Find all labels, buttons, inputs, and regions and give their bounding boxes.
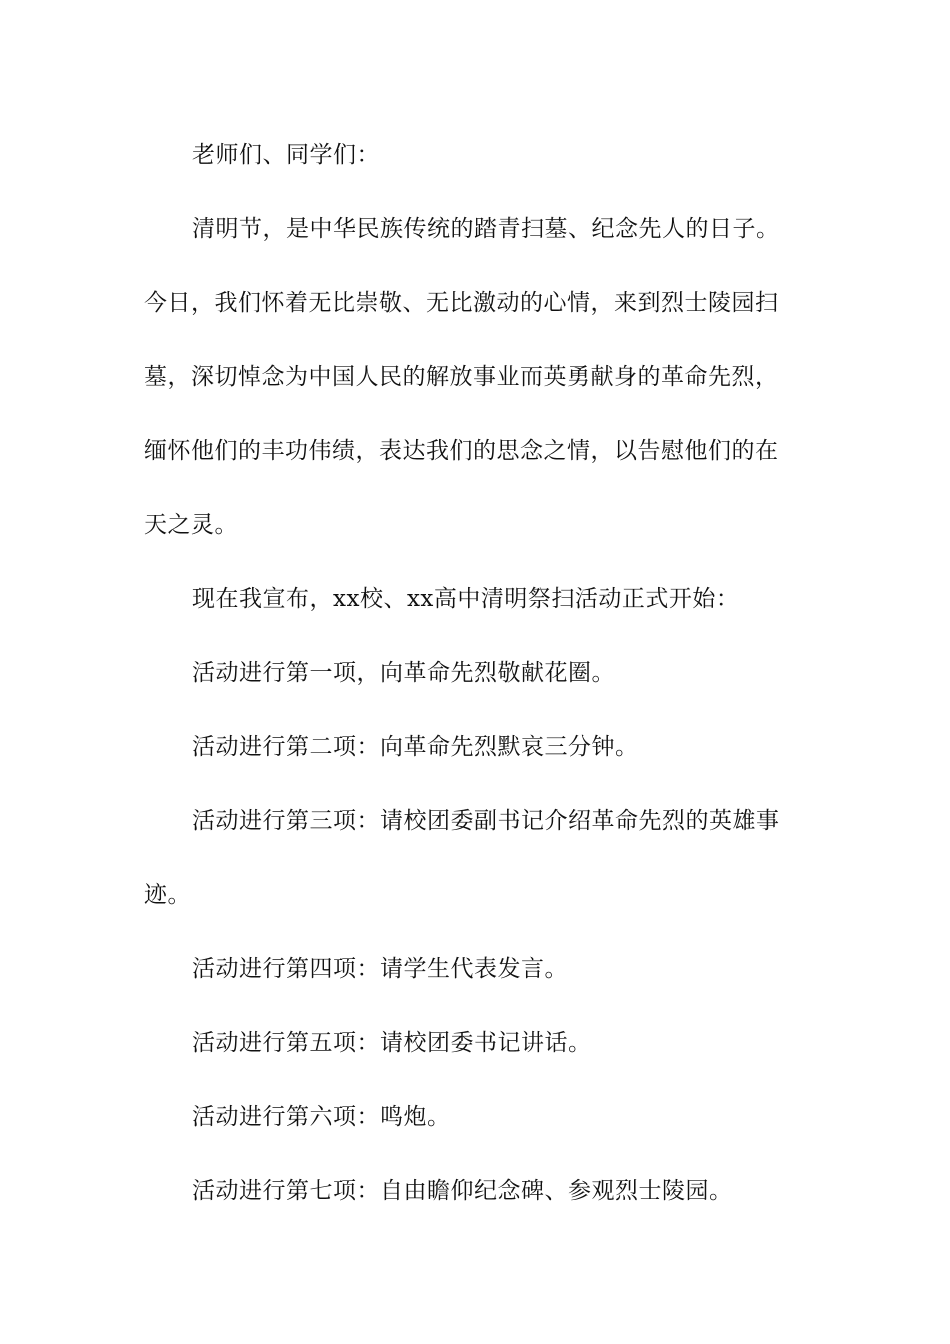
activity-item-7 (144, 1154, 806, 1228)
activity-item-text: 活动进行第二项：向革命先烈默哀三分钟。 (192, 734, 639, 760)
activity-item-2 (144, 710, 806, 784)
activity-item-1 (144, 636, 806, 710)
activity-item-text: 活动进行第三项：请校团委副书记介绍革命先烈的英雄事 (192, 808, 780, 834)
intro-line: 今日，我们怀着无比崇敬、无比激动的心情，来到烈士陵园扫 (144, 290, 779, 316)
intro-paragraph (144, 192, 806, 562)
intro-line: 天之灵。 (144, 512, 238, 538)
document-body (144, 118, 806, 1228)
announcement-text: 现在我宣布，xx校、xx高中清明祭扫活动正式开始： (192, 586, 740, 612)
activity-item-3 (144, 784, 806, 932)
intro-line: 缅怀他们的丰功伟绩，表达我们的思念之情，以告慰他们的在 (144, 438, 779, 464)
activity-item-text: 活动进行第一项，向革命先烈敬献花圈。 (192, 660, 615, 686)
activity-item-4 (144, 932, 806, 1006)
activity-item-text: 活动进行第五项：请校团委书记讲话。 (192, 1030, 592, 1056)
activity-item-text: 活动进行第七项：自由瞻仰纪念碑、参观烈士陵园。 (192, 1178, 733, 1204)
greeting (144, 118, 806, 192)
activity-item-text: 活动进行第六项：鸣炮。 (192, 1104, 451, 1130)
activity-item-text: 活动进行第四项：请学生代表发言。 (192, 956, 568, 982)
greeting-text: 老师们、同学们： (192, 142, 380, 168)
intro-line: 墓，深切悼念为中国人民的解放事业而英勇献身的革命先烈， (144, 364, 779, 390)
activity-item-text: 迹。 (144, 882, 191, 908)
activity-item-5 (144, 1006, 806, 1080)
intro-line: 清明节，是中华民族传统的踏青扫墓、纪念先人的日子。 (192, 216, 780, 242)
activity-item-6 (144, 1080, 806, 1154)
announcement (144, 562, 806, 636)
